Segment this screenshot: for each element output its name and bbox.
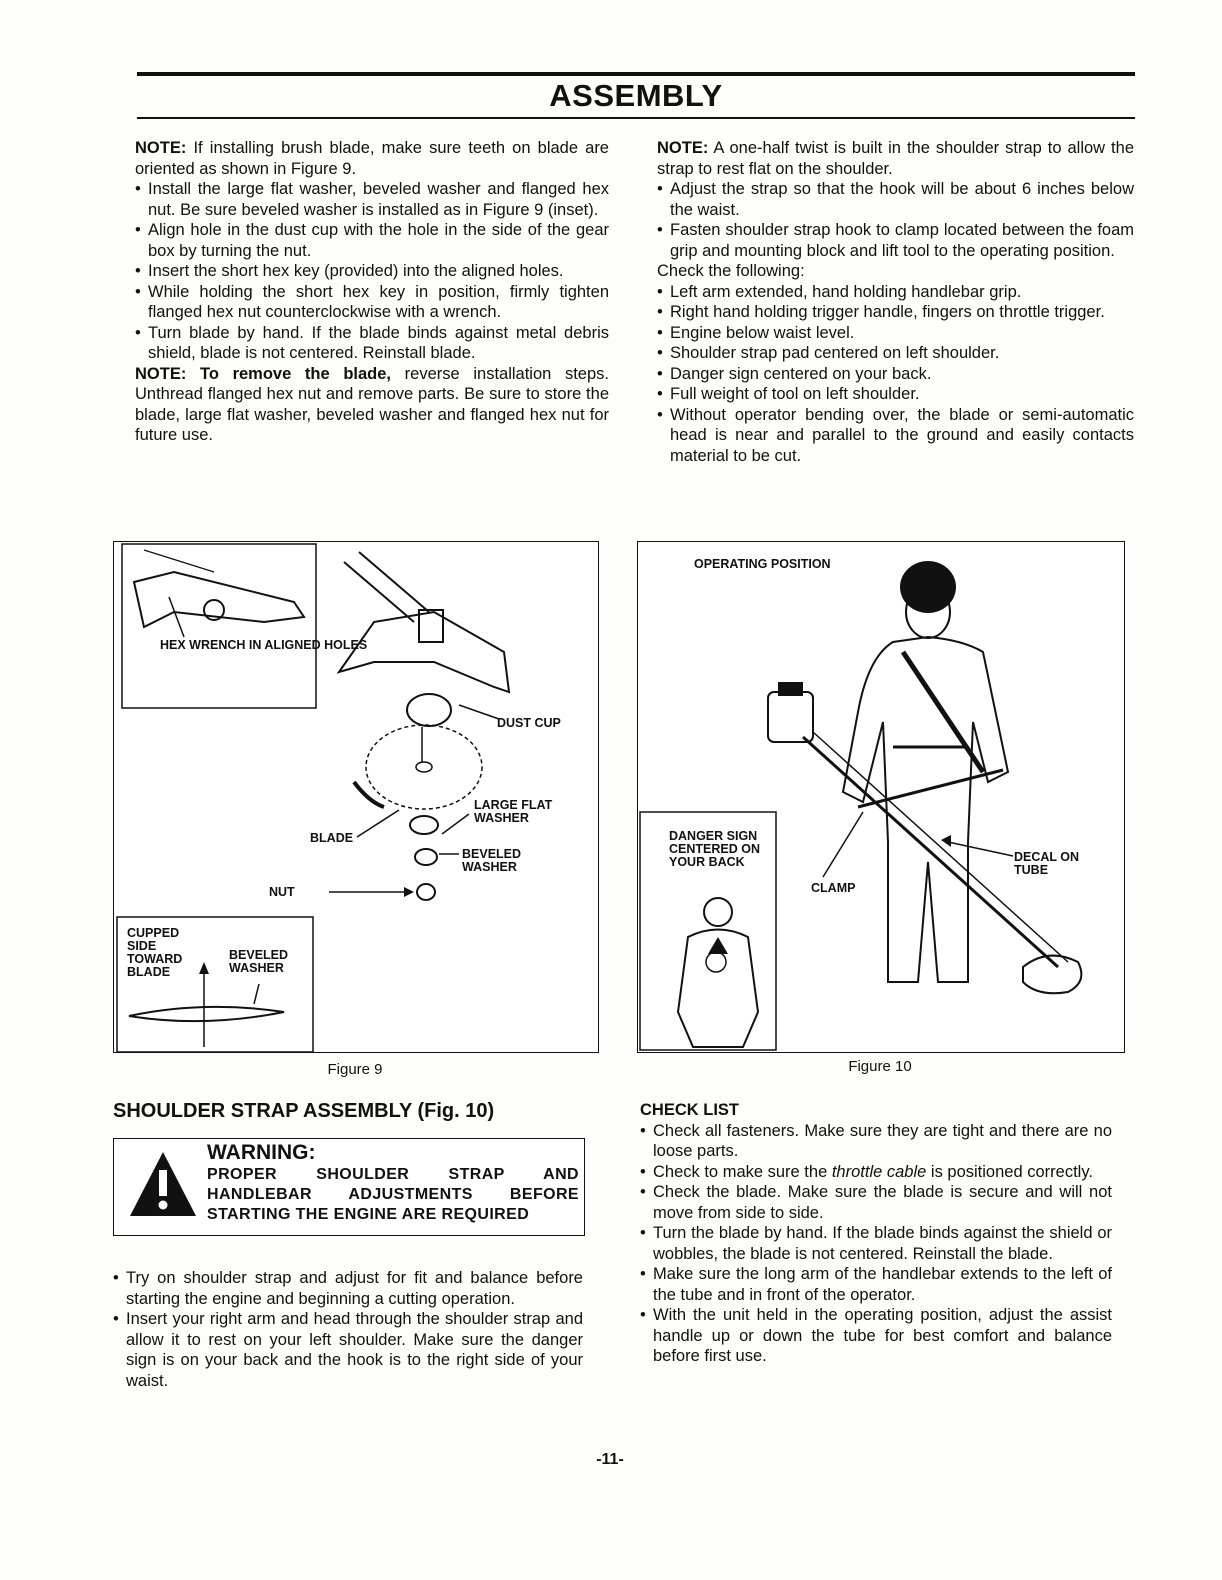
list-item: • Try on shoulder strap and adjust for fit and balance before starting the engine and beginning a cutting operation. [113, 1268, 583, 1309]
remove-note-label: NOTE: To remove the blade, [135, 364, 392, 383]
list-item: • With the unit held in the operating position, adjust the assist handle up or down the tube for best comfort and balance before first use. [640, 1305, 1112, 1367]
list-item: • Shoulder strap pad centered on left shoulder. [657, 343, 1134, 364]
operating-position-illustration [638, 542, 1124, 1052]
remove-note-text: reverse installation steps. Unthread flanged hex nut and remove parts. Be sure to store the blade, large flat washer, beveled washer and flanged hex nut for future use. [135, 364, 609, 444]
strap-instructions [657, 138, 1134, 466]
note-paragraph [135, 138, 609, 179]
page-number: -11- [596, 1451, 624, 1468]
check-intro: Check the following: [657, 262, 805, 280]
list-item: • Left arm extended, hand holding handlebar grip. [657, 282, 1134, 303]
note-label: NOTE: [135, 139, 187, 157]
list-item: • Danger sign centered on your back. [657, 364, 1134, 385]
note-text: A one-half twist is built in the shoulder strap to allow the strap to rest flat on the shoulder. [657, 139, 1134, 178]
throttle-cable-emphasis: throttle cable [831, 1162, 927, 1181]
list-item: • Engine below waist level. [657, 323, 1134, 344]
list-item: • Adjust the strap so that the hook will be about 6 inches below the waist. [657, 179, 1134, 220]
beveled-washer-label: BEVELED WASHER [462, 847, 522, 874]
list-item [640, 1162, 1112, 1183]
warning-body: PROPER SHOULDER STRAP AND HANDLEBAR ADJUSTMENTS BEFORE STARTING THE ENGINE ARE REQUIRED [207, 1166, 579, 1223]
check-list-title: CHECK LIST [640, 1101, 739, 1119]
strap-steps-list [657, 179, 1134, 261]
note-label: NOTE: [657, 139, 709, 157]
install-steps-list [135, 179, 609, 364]
figure-9-caption: Figure 9 [327, 1061, 383, 1078]
list-item: • Insert the short hex key (provided) into the aligned holes. [135, 261, 609, 282]
blade-install-instructions [135, 138, 609, 446]
warning-title: WARNING: [207, 1141, 316, 1164]
list-item: • While holding the short hex key in position, firmly tighten flanged hex nut counterclockwise with a wrench. [135, 282, 609, 323]
list-item: • Check the blade. Make sure the blade is secure and will not move from side to side. [640, 1182, 1112, 1223]
list-item: • Turn the blade by hand. If the blade binds against the shield or wobbles, the blade is not centered. Reinstall the blade. [640, 1223, 1112, 1264]
list-item: • Check all fasteners. Make sure they are tight and there are no loose parts. [640, 1121, 1112, 1162]
cupped-side-label: CUPPED SIDE TOWARD BLADE [127, 926, 183, 979]
list-item-text: is positioned correctly. [926, 1162, 1093, 1181]
list-item-text: Check to make sure the [653, 1162, 832, 1181]
beveled-washer-inset-label: BEVELED WASHER [229, 948, 289, 975]
danger-sign-label: DANGER SIGN CENTERED ON YOUR BACK [669, 829, 760, 869]
page-title: ASSEMBLY [549, 78, 723, 113]
check-list-section [640, 1100, 1112, 1367]
note-text: If installing brush blade, make sure teeth on blade are oriented as shown in Figure 9. [135, 139, 609, 178]
header-rule-top [137, 72, 1135, 76]
dust-cup-label: DUST CUP [497, 716, 561, 730]
operating-position-label: OPERATING POSITION [694, 557, 831, 571]
header-rule-bottom [137, 117, 1135, 119]
list-item: • Align hole in the dust cup with the hole in the side of the gear box by turning the nut. [135, 220, 609, 261]
list-item: • Fasten shoulder strap hook to clamp located between the foam grip and mounting block and lift tool to the operating position. [657, 220, 1134, 261]
note-paragraph [657, 138, 1134, 179]
remove-note-paragraph [135, 364, 609, 446]
figure-10-caption: Figure 10 [848, 1058, 912, 1075]
list-item: • Full weight of tool on left shoulder. [657, 384, 1134, 405]
list-item: • Make sure the long arm of the handlebar extends to the left of the tube and in front of the operator. [640, 1264, 1112, 1305]
clamp-label: CLAMP [811, 881, 856, 895]
figure-10 [637, 541, 1125, 1053]
decal-label: DECAL ON TUBE [1014, 850, 1080, 877]
check-following-list [657, 282, 1134, 467]
shoulder-strap-title: SHOULDER STRAP ASSEMBLY (Fig. 10) [113, 1100, 495, 1122]
figure-9 [113, 541, 599, 1053]
check-list [640, 1121, 1112, 1367]
nut-label: NUT [269, 885, 295, 899]
list-item: • Turn blade by hand. If the blade binds against metal debris shield, blade is not centered. Reinstall blade. [135, 323, 609, 364]
shoulder-strap-instructions [113, 1268, 583, 1391]
blade-label: BLADE [310, 831, 354, 845]
hex-wrench-label: HEX WRENCH IN ALIGNED HOLES [160, 638, 368, 652]
warning-box [113, 1138, 585, 1236]
warning-triangle-icon [128, 1150, 198, 1220]
list-item: • Insert your right arm and head through the shoulder strap and allow it to rest on your left shoulder. Make sure the danger sign is on your back and the hook is to the right side of your waist. [113, 1309, 583, 1391]
list-item: • Without operator bending over, the blade or semi-automatic head is near and parallel to the ground and easily contacts material to be cut. [657, 405, 1134, 467]
shoulder-strap-list [113, 1268, 583, 1391]
list-item: • Install the large flat washer, beveled washer and flanged hex nut. Be sure beveled washer is installed as in Figure 9 (inset). [135, 179, 609, 220]
large-flat-washer-label: LARGE FLAT WASHER [474, 798, 553, 825]
list-item: • Right hand holding trigger handle, fingers on throttle trigger. [657, 302, 1134, 323]
